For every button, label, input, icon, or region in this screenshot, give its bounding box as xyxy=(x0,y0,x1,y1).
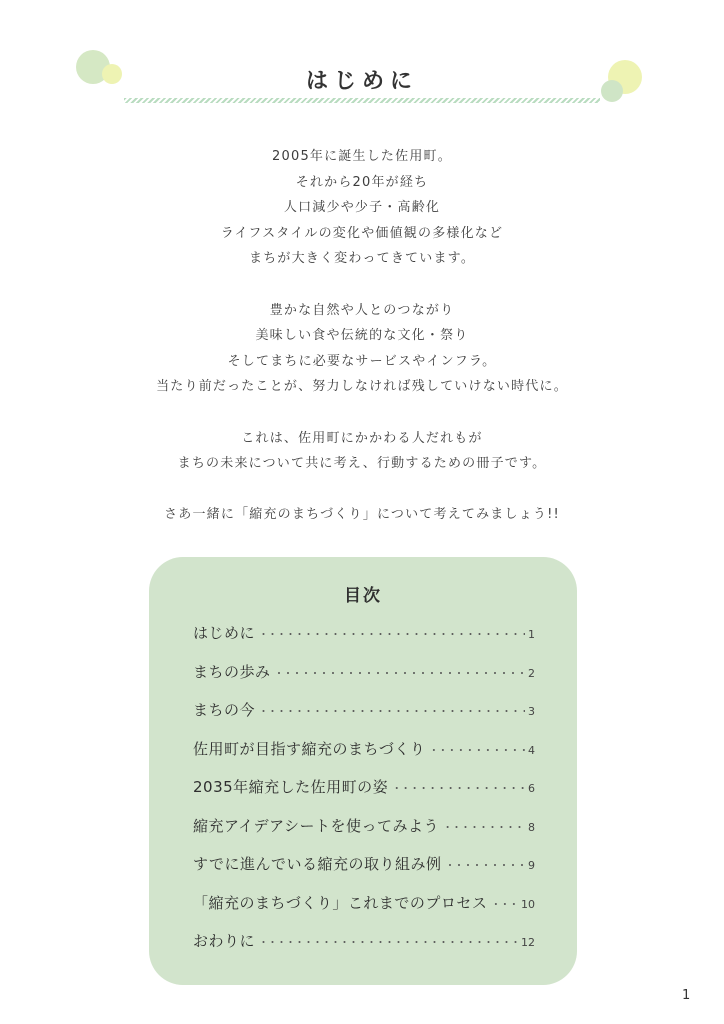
toc-item[interactable] xyxy=(193,927,535,966)
intro-line: 当たり前だったことが、努力しなければ残していけない時代に。 xyxy=(156,379,568,395)
intro-text xyxy=(0,144,724,528)
intro-spacer xyxy=(0,272,724,298)
intro-line: 2005年に誕生した佐用町。 xyxy=(272,149,452,164)
toc-leader-dots xyxy=(428,737,525,765)
toc-leader-dots xyxy=(258,698,525,726)
intro-line: 豊かな自然や人とのつながり xyxy=(269,302,455,318)
toc-item[interactable] xyxy=(193,773,535,812)
toc-item-label: おわりに xyxy=(193,932,256,950)
toc-item-label: 2035年縮充した佐用町の姿 xyxy=(193,778,389,796)
toc-leader-dots xyxy=(442,814,525,842)
intro-spacer xyxy=(0,477,724,503)
toc-item-page: 4 xyxy=(528,743,535,757)
toc-item-page: 1 xyxy=(528,628,535,641)
toc-item[interactable] xyxy=(193,696,535,735)
table-of-contents xyxy=(149,557,577,985)
toc-item-page: 9 xyxy=(528,859,535,872)
toc-item[interactable] xyxy=(193,850,535,889)
toc-leader-dots xyxy=(391,775,525,803)
toc-item-label: 「縮充のまちづくり」これまでのプロセス xyxy=(193,893,488,912)
intro-line: まちが大きく変わってきています。 xyxy=(248,251,476,267)
intro-line: 美味しい食や伝統的な文化・祭り xyxy=(255,328,469,344)
toc-item-label: まちの歩み xyxy=(193,662,271,681)
toc-leader-dots xyxy=(490,891,518,919)
page-number: 1 xyxy=(682,988,691,1003)
toc-item-page: 3 xyxy=(528,705,535,718)
toc-item-page: 8 xyxy=(528,820,535,834)
toc-item-page: 6 xyxy=(528,782,535,795)
toc-item-label: まちの今 xyxy=(193,701,256,719)
intro-line: ライフスタイルの変化や価値観の多様化など xyxy=(220,225,504,241)
toc-item-label: 佐用町が目指す縮充のまちづくり xyxy=(193,739,426,758)
intro-line: まちの未来について共に考え、行動するための冊子です。 xyxy=(177,456,547,472)
toc-item-page: 12 xyxy=(521,936,535,949)
toc-heading: 目次 xyxy=(344,586,382,606)
toc-item-label: 縮充アイデアシートを使ってみよう xyxy=(193,816,440,835)
toc-item[interactable] xyxy=(193,619,535,658)
toc-item[interactable] xyxy=(193,735,535,774)
toc-leader-dots xyxy=(258,929,518,957)
toc-item[interactable] xyxy=(193,812,535,851)
intro-spacer xyxy=(0,400,724,426)
intro-line: 人口減少や少子・高齢化 xyxy=(283,200,441,216)
intro-line: それから20年が経ち xyxy=(295,174,429,190)
toc-list xyxy=(193,619,535,966)
toc-item[interactable] xyxy=(193,658,535,697)
toc-leader-dots xyxy=(258,621,525,649)
toc-item[interactable] xyxy=(193,889,535,928)
toc-item-page: 2 xyxy=(528,666,535,680)
intro-line: そしてまちに必要なサービスやインフラ。 xyxy=(227,353,497,369)
toc-item-page: 10 xyxy=(521,897,535,911)
toc-item-label: はじめに xyxy=(193,624,256,642)
toc-leader-dots xyxy=(274,660,525,688)
intro-line: これは、佐用町にかかわる人だれもが xyxy=(241,430,483,446)
toc-item-label: すでに進んでいる縮充の取り組み例 xyxy=(193,855,442,873)
page-title: はじめに xyxy=(305,69,418,94)
toc-leader-dots xyxy=(444,852,525,880)
intro-line: さあ一緒に「縮充のまちづくり」について考えてみましょう!! xyxy=(164,507,560,523)
title-underline xyxy=(124,98,600,103)
